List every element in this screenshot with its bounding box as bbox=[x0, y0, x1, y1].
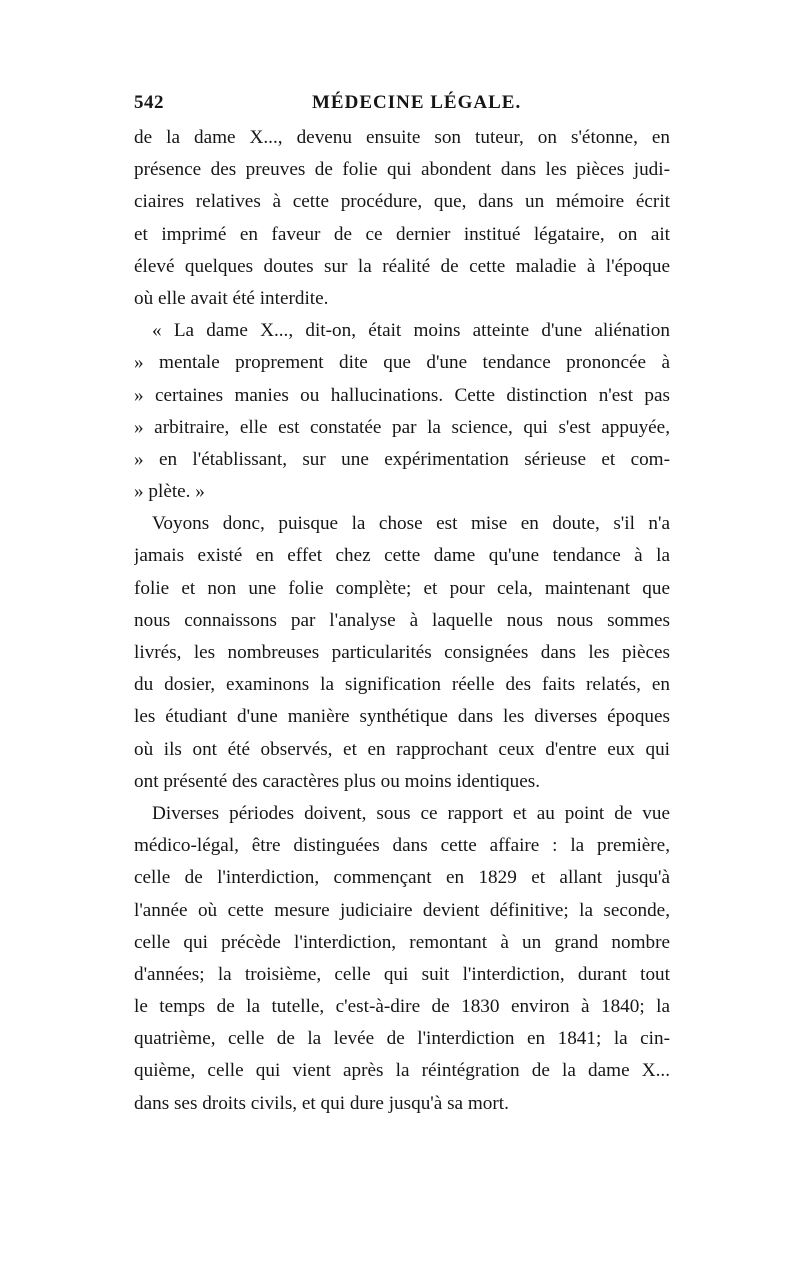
text-line: où elle avait été interdite. bbox=[134, 287, 329, 309]
text-line: nous connaissons par l'analyse à laquelle nous nous sommes bbox=[134, 609, 670, 631]
text-line: celle de l'interdiction, commençant en 1829 et allant jusqu'à bbox=[134, 867, 670, 889]
text-line: de la dame X..., devenu ensuite son tuteur, on s'étonne, en bbox=[134, 127, 670, 148]
text-line: quième, celle qui vient après la réintégration de la dame X... bbox=[134, 1060, 670, 1082]
text-line: ont présenté des caractères plus ou moins identiques. bbox=[134, 770, 541, 792]
text-line: » plète. » bbox=[134, 481, 205, 503]
text-line: où ils ont été observés, et en rapprochant ceux d'entre eux qui bbox=[134, 738, 670, 760]
text-line: l'année où cette mesure judiciaire devient définitive; la seconde, bbox=[134, 899, 670, 921]
body-text bbox=[134, 122, 670, 1120]
text-line: d'années; la troisième, celle qui suit l'interdiction, durant tout bbox=[134, 963, 670, 985]
text-line: Voyons donc, puisque la chose est mise en doute, s'il n'a bbox=[152, 513, 670, 535]
text-line: » arbitraire, elle est constatée par la science, qui s'est appuyée, bbox=[134, 416, 670, 438]
text-line: folie et non une folie complète; et pour cela, maintenant que bbox=[134, 577, 670, 599]
text-line: les étudiant d'une manière synthétique dans les diverses époques bbox=[134, 706, 670, 728]
text-line: « La dame X..., dit-on, était moins atteinte d'une aliénation bbox=[152, 320, 670, 342]
text-line: présence des preuves de folie qui abondent dans les pièces judi- bbox=[134, 159, 670, 181]
page-header bbox=[134, 92, 670, 122]
page-number: 542 bbox=[134, 92, 164, 113]
text-line: du dosier, examinons la signification réelle des faits relatés, en bbox=[134, 674, 670, 696]
text-line: ciaires relatives à cette procédure, que, dans un mémoire écrit bbox=[134, 191, 670, 213]
text-line: Diverses périodes doivent, sous ce rapport et au point de vue bbox=[152, 802, 670, 824]
text-line: celle qui précède l'interdiction, remontant à un grand nombre bbox=[134, 931, 670, 953]
text-line: et imprimé en faveur de ce dernier institué légataire, on ait bbox=[134, 223, 670, 245]
text-line: médico-légal, être distinguées dans cette affaire : la première, bbox=[134, 835, 670, 857]
text-line: élevé quelques doutes sur la réalité de cette maladie à l'époque bbox=[134, 255, 670, 277]
text-line: livrés, les nombreuses particularités consignées dans les pièces bbox=[134, 642, 670, 663]
text-line: dans ses droits civils, et qui dure jusqu'à sa mort. bbox=[134, 1092, 509, 1114]
text-line: » en l'établissant, sur une expérimentation sérieuse et com- bbox=[134, 448, 670, 470]
text-line: » mentale proprement dite que d'une tendance prononcée à bbox=[134, 352, 670, 374]
text-line: quatrième, celle de la levée de l'interdiction en 1841; la cin- bbox=[134, 1028, 670, 1050]
book-page bbox=[134, 92, 670, 1120]
text-line: » certaines manies ou hallucinations. Cette distinction n'est pas bbox=[134, 384, 670, 406]
running-head: MÉDECINE LÉGALE. bbox=[312, 92, 522, 113]
text-line: jamais existé en effet chez cette dame qu'une tendance à la bbox=[134, 545, 670, 567]
text-line: le temps de la tutelle, c'est-à-dire de 1830 environ à 1840; la bbox=[134, 996, 670, 1018]
